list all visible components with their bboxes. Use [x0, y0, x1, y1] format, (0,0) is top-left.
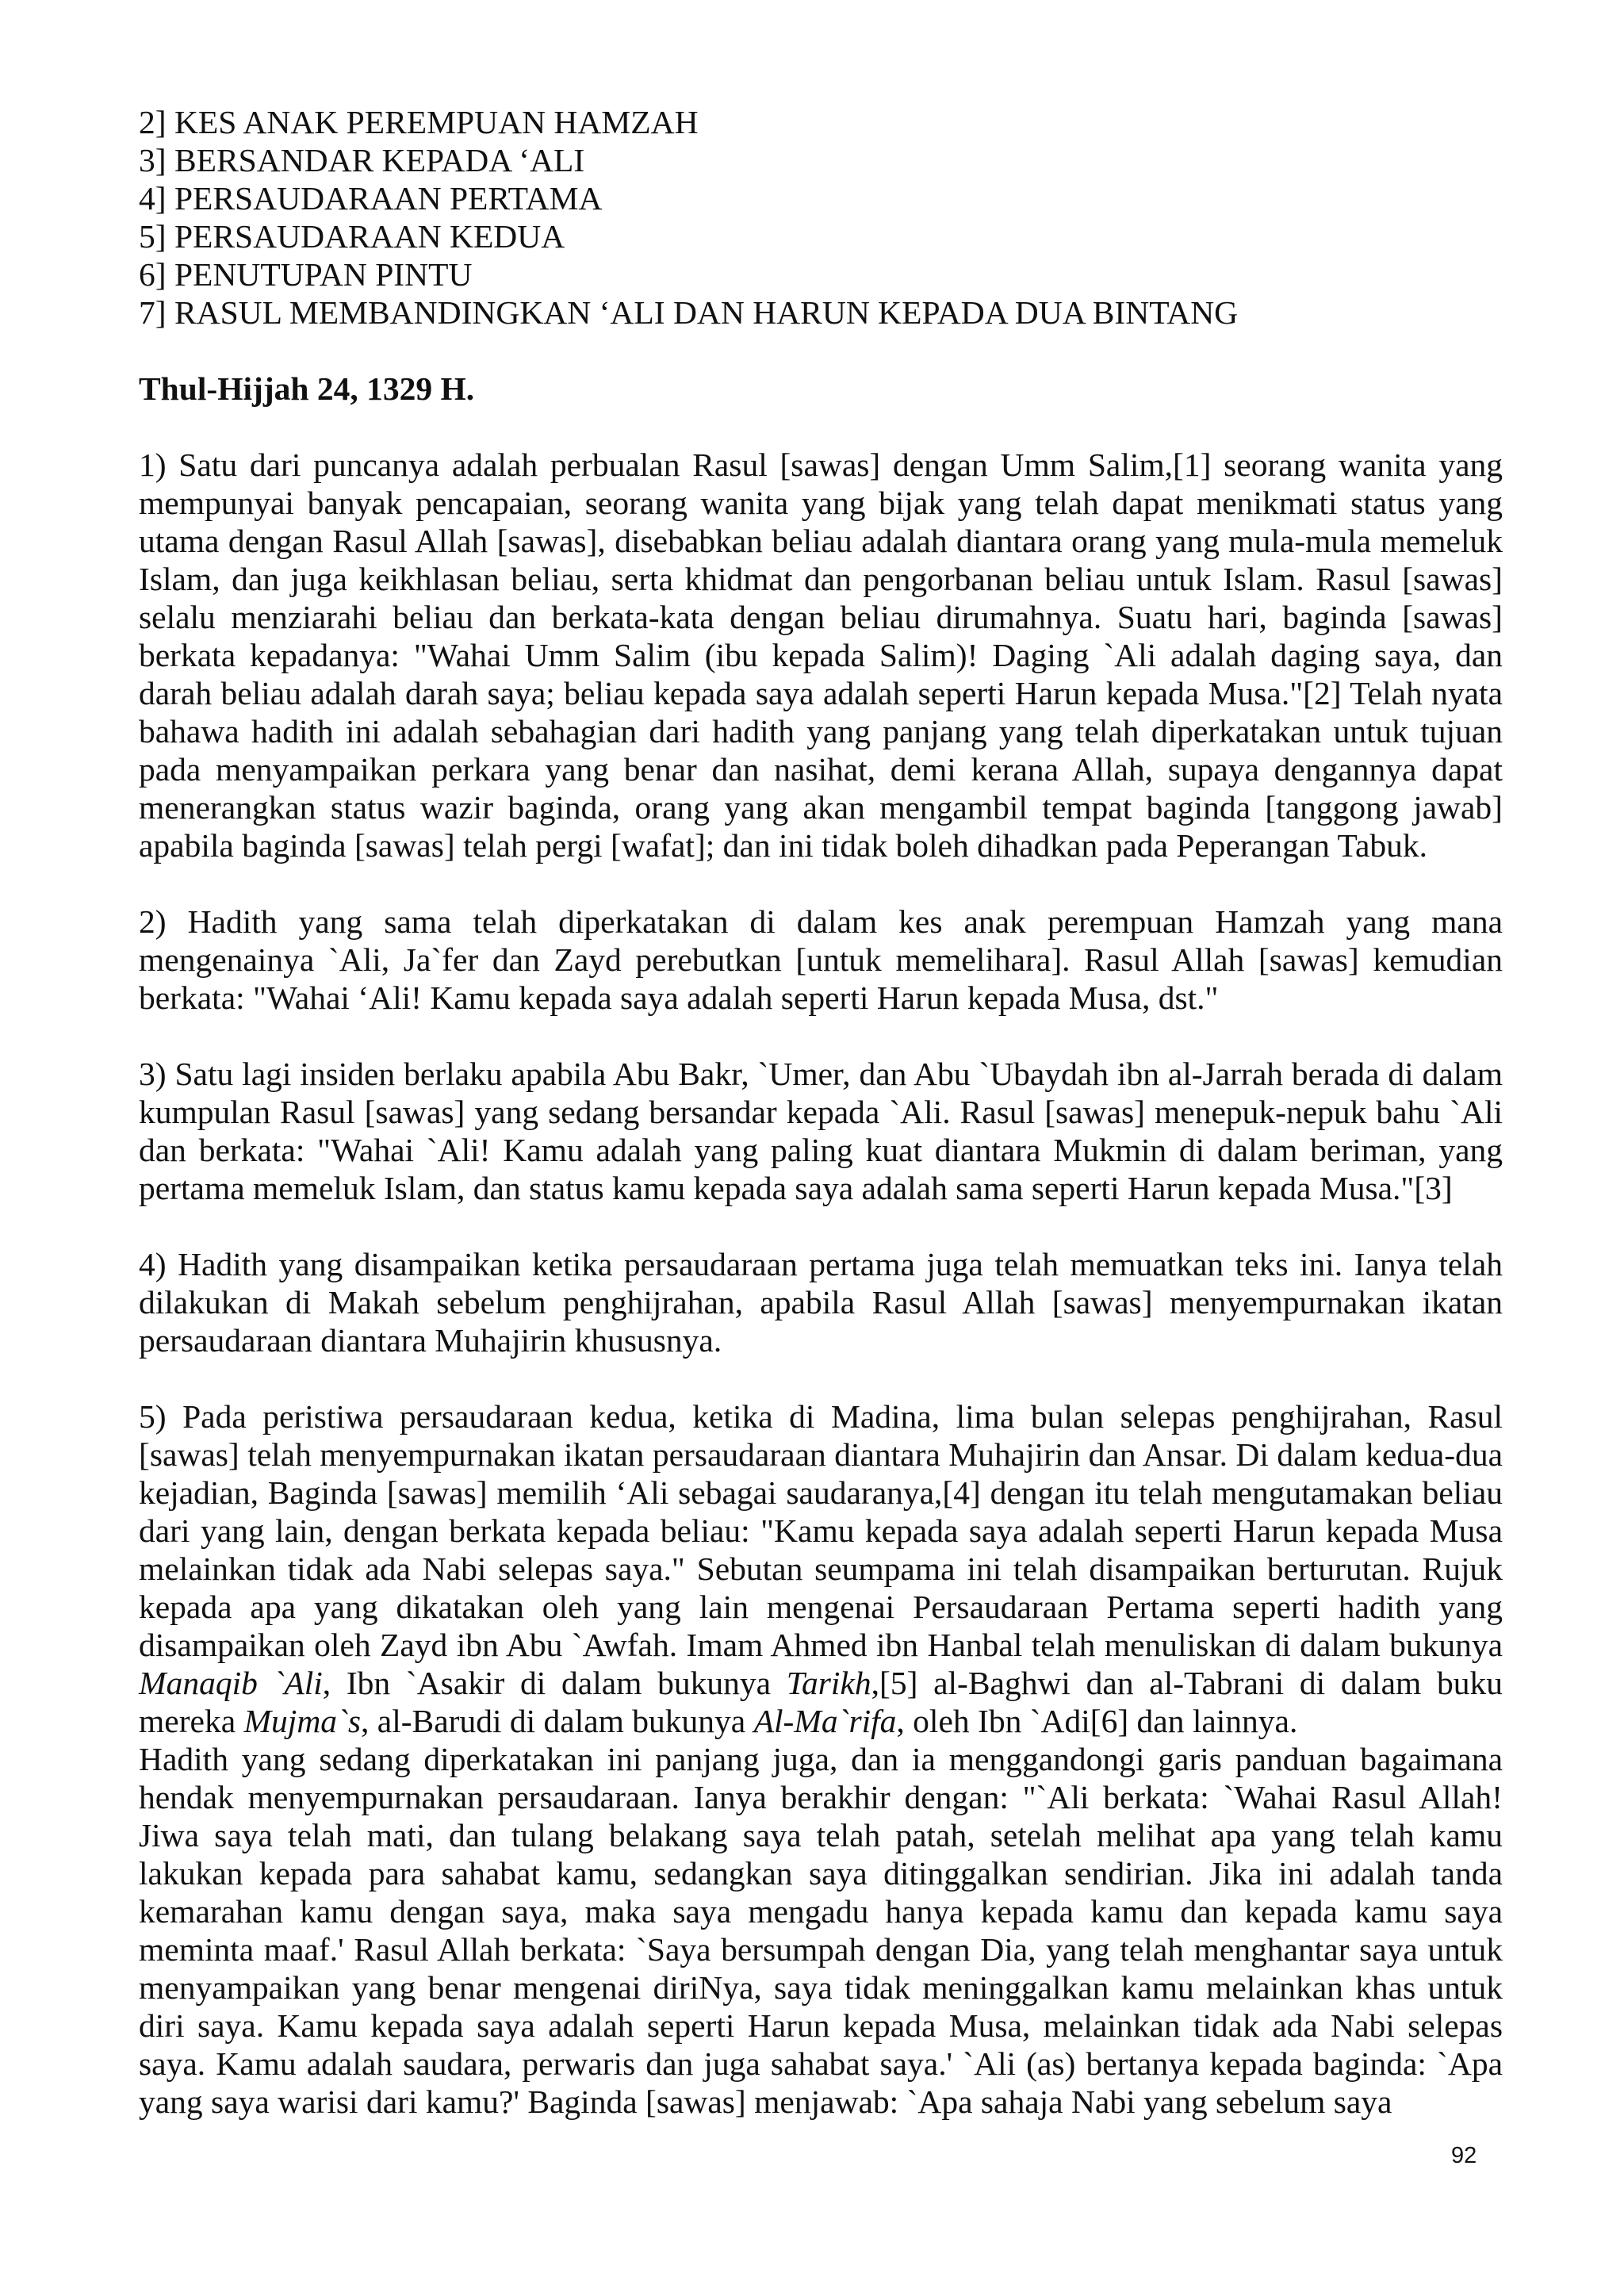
chapter-item: 4] PERSAUDARAAN PERTAMA	[139, 180, 603, 217]
book-title-tarikh: Tarikh	[786, 1665, 871, 1701]
paragraph-5-text: ,[5] al-Baghwi dan al-Tabrani di dalam buku mereka	[139, 1665, 1503, 1739]
page-number: 92	[1451, 2143, 1477, 2168]
paragraph-5-text: , Ibn `Asakir di dalam bukunya	[322, 1665, 787, 1701]
paragraph-3: 3) Satu lagi insiden berlaku apabila Abu Bakr, `Umer, dan Abu `Ubaydah ibn al-Jarrah berada di dalam kumpulan Rasul [sawas] yang sedang bersandar kepada `Ali. Rasul [sawas] menepuk-nepuk bahu `Ali dan berkata: "Wahai `Ali! Kamu adalah yang paling kuat diantara Mukmin di dalam beriman, yang pertama memeluk Islam, dan status kamu kepada saya adalah sama seperti Harun kepada Musa."[3]	[139, 1056, 1503, 1206]
book-title-marifa: Al-Ma`rifa	[753, 1703, 897, 1739]
chapter-item: 2] KES ANAK PEREMPUAN HAMZAH	[139, 104, 699, 140]
paragraph-5-text: , oleh Ibn `Adi[6] dan lainnya.	[896, 1703, 1298, 1739]
paragraph-5	[139, 1397, 1503, 1740]
chapter-item: 5] PERSAUDARAAN KEDUA	[139, 218, 565, 255]
chapter-item: 3] BERSANDAR KEPADA ‘ALI	[139, 142, 585, 178]
paragraph-5-text: 5) Pada peristiwa persaudaraan kedua, ketika di Madina, lima bulan selepas penghijrahan, Rasul [sawas] telah menyempurnakan ikatan persaudaraan diantara Muhajirin dan Ansar. Di dalam kedua-dua kejadian, Baginda [sawas] memilih ‘Ali sebagai saudaranya,[4] dengan itu telah mengutamakan beliau dari yang lain, dengan berkata kepada beliau: "Kamu kepada saya adalah seperti Harun kepada Musa melainkan tidak ada Nabi selepas saya." Sebutan seumpama ini telah disampaikan berturutan. Rujuk kepada apa yang dikatakan oleh yang lain mengenai Persaudaraan Pertama seperti hadith yang disampaikan oleh Zayd ibn Abu `Awfah. Imam Ahmed ibn Hanbal telah menuliskan di dalam bukunya	[139, 1398, 1503, 1663]
book-title-mujma: Mujma`s	[243, 1703, 362, 1739]
book-title-manaqib: Manaqib `Ali	[139, 1665, 323, 1701]
paragraph-4: 4) Hadith yang disampaikan ketika persaudaraan pertama juga telah memuatkan teks ini. Ianya telah dilakukan di Makah sebelum penghijrahan, apabila Rasul Allah [sawas] menyempurnakan ikatan persaudaraan diantara Muhajirin khususnya.	[139, 1246, 1503, 1359]
letter-date: Thul-Hijjah 24, 1329 H.	[139, 370, 475, 407]
chapter-list	[139, 103, 1503, 332]
chapter-item: 6] PENUTUPAN PINTU	[139, 256, 473, 293]
paragraph-6: Hadith yang sedang diperkatakan ini panjang juga, dan ia menggandongi garis panduan bagaimana hendak menyempurnakan persaudaraan. Ianya berakhir dengan: "`Ali berkata: `Wahai Rasul Allah! Jiwa saya telah mati, dan tulang belakang saya telah patah, setelah melihat apa yang telah kamu lakukan kepada para sahabat kamu, sedangkan saya ditinggalkan sendirian. Jika ini adalah tanda kemarahan kamu dengan saya, maka saya mengadu hanya kepada kamu dan kepada kamu saya meminta maaf.' Rasul Allah berkata: `Saya bersumpah dengan Dia, yang telah menghantar saya untuk menyampaikan yang benar mengenai diriNya, saya tidak meninggalkan kamu melainkan khas untuk diri saya. Kamu kepada saya adalah seperti Harun kepada Musa, melainkan tidak ada Nabi selepas saya. Kamu adalah saudara, perwaris dan juga sahabat saya.' `Ali (as) bertanya kepada baginda: `Apa yang saya warisi dari kamu?' Baginda [sawas] menjawab: `Apa sahaja Nabi yang sebelum saya	[139, 1741, 1503, 2120]
paragraph-1: 1) Satu dari puncanya adalah perbualan Rasul [sawas] dengan Umm Salim,[1] seorang wanita yang mempunyai banyak pencapaian, seorang wanita yang bijak yang telah dapat menikmati status yang utama dengan Rasul Allah [sawas], disebabkan beliau adalah diantara orang yang mula-mula memeluk Islam, dan juga keikhlasan beliau, serta khidmat dan pengorbanan beliau untuk Islam. Rasul [sawas] selalu menziarahi beliau dan berkata-kata dengan beliau dirumahnya. Suatu hari, baginda [sawas] berkata kepadanya: "Wahai Umm Salim (ibu kepada Salim)! Daging `Ali adalah daging saya, dan darah beliau adalah darah saya; beliau kepada saya adalah seperti Harun kepada Musa."[2] Telah nyata bahawa hadith ini adalah sebahagian dari hadith yang panjang yang telah diperkatakan untuk tujuan pada menyampaikan perkara yang benar dan nasihat, demi kerana Allah, supaya dengannya dapat menerangkan status wazir baginda, orang yang akan mengambil tempat baginda [tanggong jawab] apabila baginda [sawas] telah pergi [wafat]; dan ini tidak boleh dihadkan pada Peperangan Tabuk.	[139, 447, 1503, 864]
document-page	[139, 103, 1503, 2121]
paragraph-5-text: , al-Barudi di dalam bukunya	[361, 1703, 754, 1739]
chapter-item: 7] RASUL MEMBANDINGKAN ‘ALI DAN HARUN KEPADA DUA BINTANG	[139, 294, 1239, 331]
paragraph-2: 2) Hadith yang sama telah diperkatakan di dalam kes anak perempuan Hamzah yang mana mengenainya `Ali, Ja`fer dan Zayd perebutkan [untuk memelihara]. Rasul Allah [sawas] kemudian berkata: "Wahai ‘Ali! Kamu kepada saya adalah seperti Harun kepada Musa, dst."	[139, 903, 1503, 1016]
